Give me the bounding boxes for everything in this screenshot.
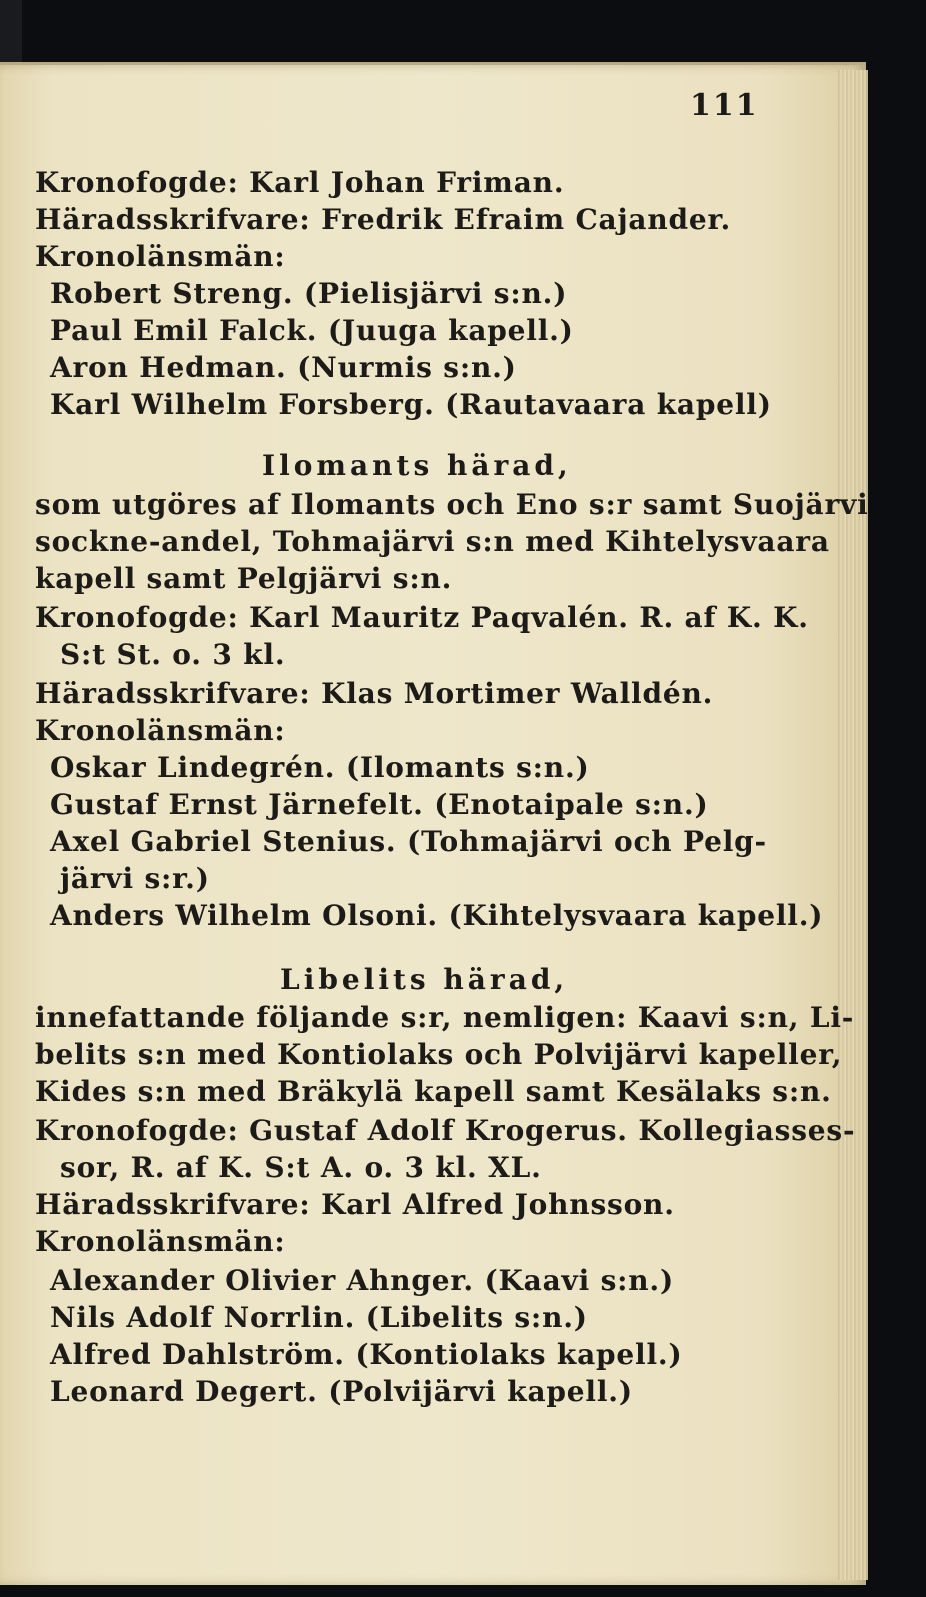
- text-line: Kronolänsmän:: [35, 714, 286, 747]
- text-line: sockne-andel, Tohmajärvi s:n med Kihtelysvaara: [35, 525, 830, 558]
- text-line: Karl Wilhelm Forsberg. (Rautavaara kapell): [50, 388, 772, 421]
- text-line: Häradsskrifvare: Klas Mortimer Walldén.: [35, 677, 714, 710]
- text-line: Alfred Dahlström. (Kontiolaks kapell.): [50, 1338, 683, 1371]
- text-line: Kides s:n med Bräkylä kapell samt Kesälaks s:n.: [35, 1075, 832, 1108]
- text-line: Häradsskrifvare: Fredrik Efraim Cajander.: [35, 203, 732, 236]
- text-line: Gustaf Ernst Järnefelt. (Enotaipale s:n.): [50, 788, 709, 821]
- text-line: järvi s:r.): [60, 862, 210, 895]
- text-line: Paul Emil Falck. (Juuga kapell.): [50, 314, 574, 347]
- text-line: Kronolänsmän:: [35, 240, 286, 273]
- text-line: som utgöres af Ilomants och Eno s:r samt Suojärvi: [35, 488, 869, 521]
- text-line: Kronofogde: Karl Mauritz Paqvalén. R. af K. K.: [35, 601, 809, 634]
- text-line: Kronofogde: Gustaf Adolf Krogerus. Kollegiasses-: [35, 1114, 856, 1147]
- text-line: Axel Gabriel Stenius. (Tohmajärvi och Pelg-: [50, 825, 767, 858]
- book-spine: [0, 0, 22, 66]
- page-edges: [838, 70, 868, 1580]
- text-line: Alexander Olivier Ahnger. (Kaavi s:n.): [50, 1264, 675, 1297]
- text-line: Leonard Degert. (Polvijärvi kapell.): [50, 1375, 633, 1408]
- text-line: Aron Hedman. (Nurmis s:n.): [50, 351, 517, 384]
- text-line: S:t St. o. 3 kl.: [60, 638, 286, 671]
- text-line: Kronolänsmän:: [35, 1225, 286, 1258]
- text-line: Oskar Lindegrén. (Ilomants s:n.): [50, 751, 590, 784]
- text-line: belits s:n med Kontiolaks och Polvijärvi kapeller,: [35, 1038, 843, 1071]
- page-number: 111: [690, 88, 759, 123]
- text-line: Anders Wilhelm Olsoni. (Kihtelysvaara kapell.): [50, 899, 824, 932]
- section-heading: Libelits härad,: [280, 963, 569, 996]
- text-line: kapell samt Pelgjärvi s:n.: [35, 562, 453, 595]
- text-line: Kronofogde: Karl Johan Friman.: [35, 166, 565, 199]
- text-line: Robert Streng. (Pielisjärvi s:n.): [50, 277, 568, 310]
- text-line: innefattande följande s:r, nemligen: Kaavi s:n, Li-: [35, 1001, 855, 1034]
- text-line: sor, R. af K. S:t A. o. 3 kl. XL.: [60, 1151, 542, 1184]
- text-line: Häradsskrifvare: Karl Alfred Johnsson.: [35, 1188, 675, 1221]
- text-line: Nils Adolf Norrlin. (Libelits s:n.): [50, 1301, 588, 1334]
- section-heading: Ilomants härad,: [262, 449, 572, 482]
